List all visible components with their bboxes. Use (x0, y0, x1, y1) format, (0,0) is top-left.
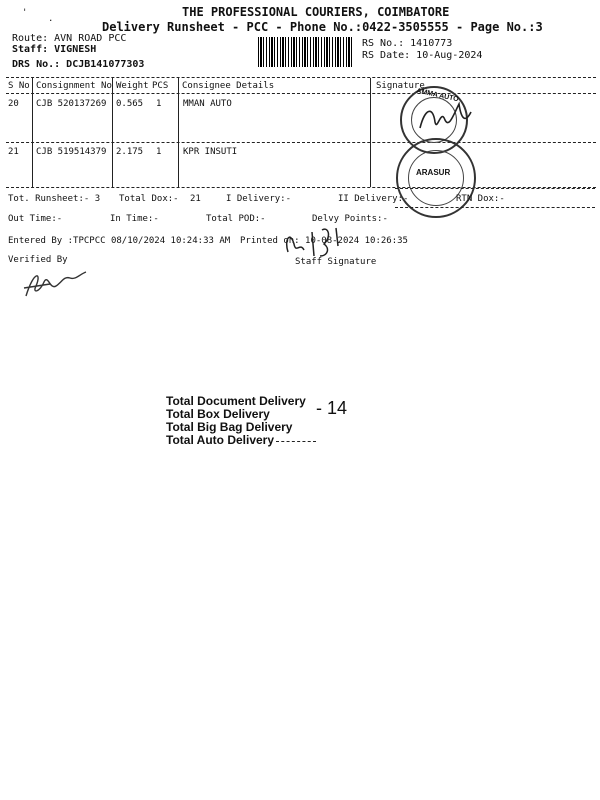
totals-dash (395, 207, 595, 208)
barcode-icon (258, 37, 354, 67)
row-consignee: MMAN AUTO (183, 99, 232, 109)
summary-blank-line (276, 441, 316, 442)
scan-mark: ' (22, 8, 28, 18)
col-header-pcs: PCS (152, 81, 169, 91)
col-header-consignment: Consignment No (36, 81, 112, 91)
table-col-divider (370, 78, 371, 187)
verified-signature-icon (20, 266, 90, 302)
printed-on: Printed on: 10-08-2024 10:26:35 (240, 236, 408, 246)
out-time: Out Time:- (8, 214, 63, 224)
total-box-delivery: Total Box Delivery (166, 407, 270, 421)
row-weight: 0.565 (116, 99, 144, 109)
stamp-text: AMMA AUTO (415, 87, 460, 104)
handwritten-date-icon (280, 222, 350, 262)
signature-mark-icon (415, 98, 475, 138)
runsheet-title: Delivery Runsheet - PCC - Phone No.:0422-3505555 - Page No.:3 (102, 20, 543, 34)
route-label: Route: AVN ROAD PCC (12, 33, 127, 44)
table-row-divider (6, 142, 596, 143)
totals-dash (395, 188, 595, 189)
i-delivery: I Delivery:- (226, 194, 292, 204)
drs-number: DRS No.: DCJB141077303 (12, 59, 145, 70)
table-top-border (6, 77, 596, 78)
col-header-weight: Weight (116, 81, 149, 91)
stamp-text: ARASUR (416, 168, 451, 177)
row-sno: 21 (8, 147, 19, 157)
rtn-dox: RTN Dox:- (456, 194, 505, 204)
col-header-consignee: Consignee Details (182, 81, 275, 91)
ii-delivery: II Delivery:- (338, 194, 409, 204)
row-sno: 20 (8, 99, 19, 109)
table-header-border (6, 93, 596, 94)
handwritten-count: - 14 (316, 398, 348, 418)
row-consignee: KPR INSUTI (183, 147, 238, 157)
total-pod: Total POD:- (206, 214, 266, 224)
row-pcs: 1 (156, 99, 162, 109)
total-dox-label: Total Dox:- (119, 194, 179, 204)
row-consignment: CJB 520137269 (36, 99, 107, 109)
col-header-sno: S No (8, 81, 30, 91)
table-col-divider (178, 78, 179, 187)
verified-by: Verified By (8, 255, 68, 265)
entered-by: Entered By :TPCPCC 08/10/2024 10:24:33 AM (8, 236, 231, 246)
scan-mark: . (48, 14, 54, 24)
total-auto-delivery: Total Auto Delivery (166, 433, 275, 447)
total-big-bag-delivery: Total Big Bag Delivery (166, 420, 293, 434)
delvy-points: Delvy Points:- (312, 214, 388, 224)
in-time: In Time:- (110, 214, 159, 224)
table-col-divider (32, 78, 33, 187)
rs-number: RS No.: 1410773 (362, 38, 453, 49)
total-document-delivery: Total Document Delivery (166, 394, 306, 408)
total-runsheet: Tot. Runsheet:- 3 (8, 194, 101, 204)
col-header-signature: Signature (376, 81, 425, 91)
stamp-seal-icon (396, 138, 476, 218)
staff-label: Staff: VIGNESH (12, 44, 97, 55)
company-title: THE PROFESSIONAL COURIERS, COIMBATORE (182, 5, 450, 19)
row-weight: 2.175 (116, 147, 144, 157)
staff-signature-label: Staff Signature (295, 257, 377, 267)
rs-date: RS Date: 10-Aug-2024 (362, 50, 483, 61)
table-col-divider (112, 78, 113, 187)
row-consignment: CJB 519514379 (36, 147, 107, 157)
row-pcs: 1 (156, 147, 162, 157)
total-dox-value: 21 (190, 194, 201, 204)
